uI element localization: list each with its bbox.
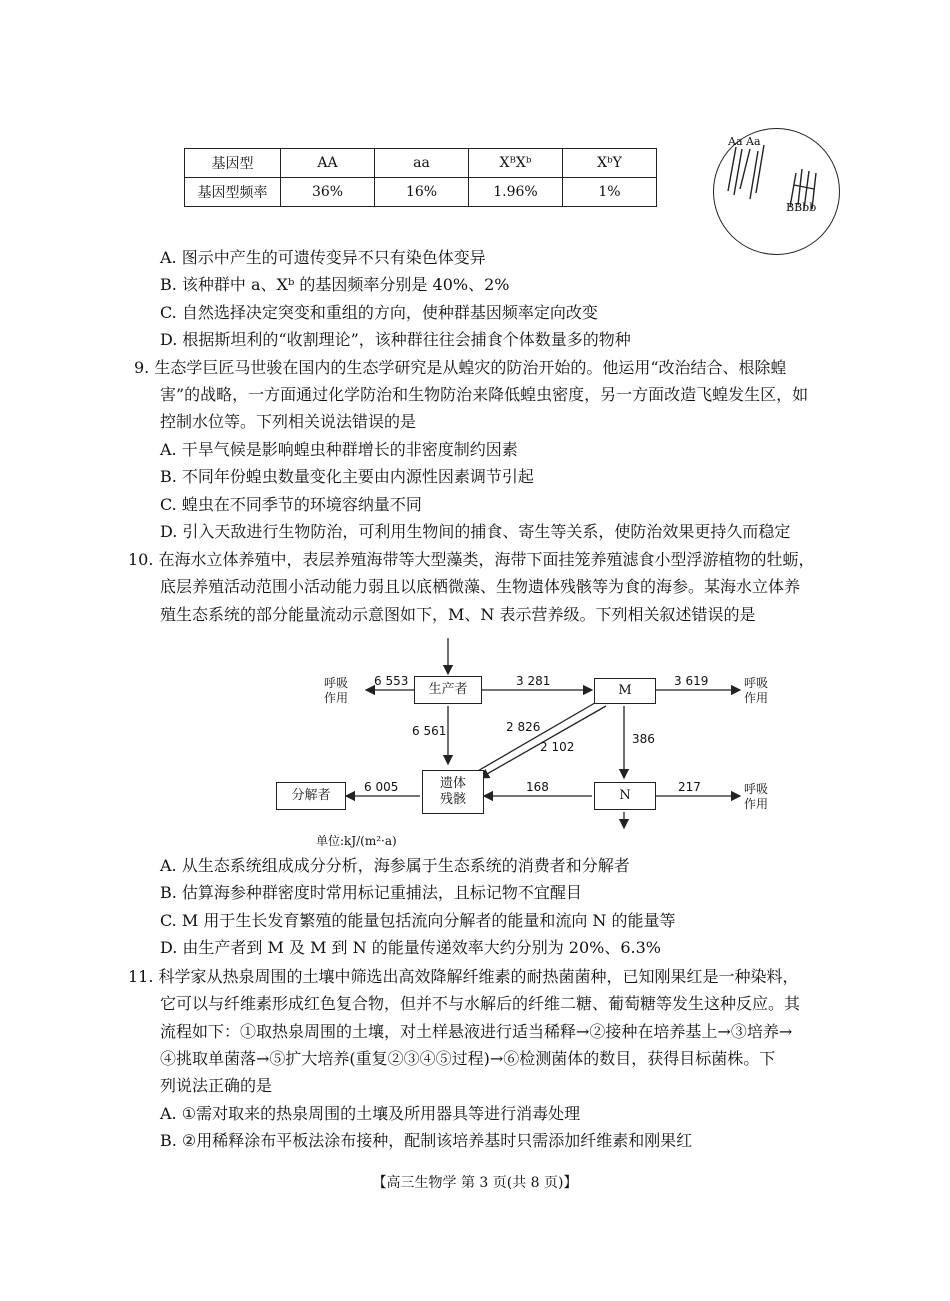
M-box: M — [594, 678, 656, 704]
q9-stem-line: 控制水位等。下列相关说法错误的是 — [160, 412, 417, 431]
flow-value: 2 826 — [506, 720, 541, 734]
q9-option-c: C. 蝗虫在不同季节的环境容纳量不同 — [160, 495, 422, 514]
chromosome-cell-figure — [713, 128, 840, 255]
table-cell: AA — [281, 149, 375, 178]
q9-option-b: B. 不同年份蝗虫数量变化主要由内源性因素调节引起 — [160, 467, 534, 486]
N-box: N — [594, 782, 656, 810]
respiration-label: 呼吸 作用 — [324, 676, 349, 705]
producer-box: 生产者 — [414, 676, 482, 704]
q11-stem-line: 11. 科学家从热泉周围的土壤中筛选出高效降解纤维素的耐热菌菌种，已知刚果红是一种染料， — [128, 967, 799, 986]
q11-stem-line: 列说法正确的是 — [160, 1076, 273, 1095]
table-cell: XᵇY — [563, 149, 657, 178]
table-cell: 1.96% — [469, 178, 563, 207]
decomposer-box: 分解者 — [276, 782, 346, 810]
energy-flow-arrows — [270, 636, 770, 851]
flow-value: 6 561 — [412, 724, 447, 738]
table-cell: XᴮXᵇ — [469, 149, 563, 178]
q9-stem-line: 害”的战略，一方面通过化学防治和生物防治来降低蝗虫密度，另一方面改造飞蝗发生区，如 — [160, 385, 809, 404]
q8-option-c: C. 自然选择决定突变和重组的方向，使种群基因频率定向改变 — [160, 303, 598, 322]
q10-stem-line: 殖生态系统的部分能量流动示意图如下，M、N 表示营养级。下列相关叙述错误的是 — [160, 605, 756, 624]
q11-stem-line: ④挑取单菌落→⑤扩大培养(重复②③④⑤过程)→⑥检测菌体的数目，获得目标菌株。下 — [160, 1049, 776, 1068]
genotype-table — [184, 148, 657, 207]
flow-value: 217 — [678, 780, 701, 794]
respiration-label: 呼吸 作用 — [744, 782, 769, 811]
table-cell: 基因型 — [185, 149, 281, 178]
q10-stem-line: 底层养殖活动范围小活动能力弱且以底栖微藻、生物遗体残骸等为食的海参。某海水立体养 — [160, 577, 801, 596]
page-footer: 【高三生物学 第 3 页(共 8 页)】 — [372, 1175, 578, 1191]
flow-value: 3 281 — [516, 674, 551, 688]
q9-option-a: A. 干旱气候是影响蝗虫种群增长的非密度制约因素 — [160, 440, 518, 459]
chromosome-bottom-label: BBbb — [786, 201, 817, 214]
flow-value: 386 — [632, 732, 655, 746]
remains-box: 遗体 残骸 — [422, 770, 484, 814]
table-cell: 1% — [563, 178, 657, 207]
table-cell: 基因型频率 — [185, 178, 281, 207]
flow-value: 2 102 — [540, 740, 575, 754]
table-cell: 36% — [281, 178, 375, 207]
table-header-row — [185, 149, 657, 178]
q10-option-a: A. 从生态系统组成成分分析，海参属于生态系统的消费者和分解者 — [160, 856, 630, 875]
q11-option-a: A. ①需对取来的热泉周围的土壤及所用器具等进行消毒处理 — [160, 1104, 581, 1123]
flow-value: 168 — [526, 780, 549, 794]
q10-option-b: B. 估算海参种群密度时常用标记重捕法，且标记物不宜醒目 — [160, 883, 582, 902]
q8-option-a: A. 图示中产生的可遗传变异不只有染色体变异 — [160, 248, 486, 267]
q11-stem-line: 流程如下：①取热泉周围的土壤，对土样悬液进行适当稀释→②接种在培养基上→③培养→ — [160, 1022, 793, 1041]
flow-value: 6 553 — [374, 674, 409, 688]
q8-option-b: B. 该种群中 a、Xᵇ 的基因频率分别是 40%、2% — [160, 275, 510, 294]
q10-option-c: C. M 用于生长发育繁殖的能量包括流向分解者的能量和流向 N 的能量等 — [160, 911, 676, 930]
q10-stem-line: 10. 在海水立体养殖中，表层养殖海带等大型藻类，海带下面挂笼养殖滤食小型浮游植物的牡蛎， — [128, 550, 815, 569]
diagram-unit: 单位:kJ/(m²·a) — [316, 834, 397, 848]
q11-option-b: B. ②用稀释涂布平板法涂布接种，配制该培养基时只需添加纤维素和刚果红 — [160, 1131, 693, 1150]
table-row — [185, 178, 657, 207]
flow-value: 3 619 — [674, 674, 709, 688]
chromosome-top-label: Aa Aa — [728, 135, 761, 148]
table-cell: aa — [375, 149, 469, 178]
q9-stem-line: 9. 生态学巨匠马世骏在国内的生态学研究是从蝗灾的防治开始的。他运用“改治结合、根除蝗 — [134, 358, 787, 377]
q8-option-d: D. 根据斯坦利的“收割理论”，该种群往往会捕食个体数量多的物种 — [160, 330, 631, 349]
flow-value: 6 005 — [364, 780, 399, 794]
q11-stem-line: 它可以与纤维素形成红色复合物，但并不与水解后的纤维二糖、葡萄糖等发生这种反应。其 — [160, 994, 801, 1013]
table-cell: 16% — [375, 178, 469, 207]
respiration-label: 呼吸 作用 — [744, 676, 769, 705]
energy-flow-diagram — [270, 636, 770, 851]
q9-option-d: D. 引入天敌进行生物防治，可利用生物间的捕食、寄生等关系，使防治效果更持久而稳定 — [160, 522, 791, 541]
q10-option-d: D. 由生产者到 M 及 M 到 N 的能量传递效率大约分别为 20%、6.3% — [160, 938, 662, 957]
